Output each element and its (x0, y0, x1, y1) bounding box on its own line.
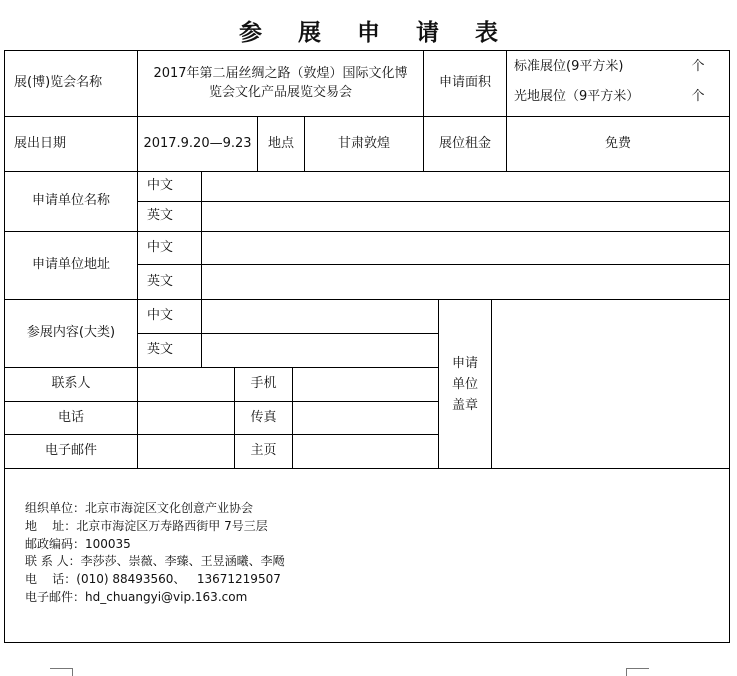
seal-area[interactable] (492, 300, 729, 468)
exhibit-content-cn-label: 中文 (147, 308, 174, 324)
title-char: 表 (475, 20, 498, 46)
contacts-line: 联 系 人：李莎莎、崇薇、李臻、王昱涵曦、李飏 (25, 554, 285, 569)
address-line: 地 址：北京市海淀区万寿路西街甲 7号三层 (25, 518, 268, 533)
booth-bare-unit: 个 (691, 88, 705, 104)
title-char: 展 (298, 20, 321, 46)
organizer-info (25, 500, 285, 607)
grid-line (4, 642, 730, 643)
fax-input[interactable] (293, 402, 438, 434)
location-value: 甘肃敦煌 (337, 135, 390, 151)
exhibition-name-line: 览会文化产品展览交易会 (208, 84, 352, 100)
date-label: 展出日期 (14, 135, 67, 151)
seal-label-line: 申请 (451, 355, 478, 371)
exhibition-name-line: 2017年第二届丝绸之路（敦煌）国际文化博 (153, 65, 408, 81)
area-label: 申请面积 (438, 75, 491, 91)
applicant-name-cn-label: 中文 (147, 178, 174, 194)
location-label: 地点 (267, 135, 294, 151)
applicant-address-en-label: 英文 (147, 273, 174, 289)
title-char: 请 (416, 20, 439, 46)
seal-label-line: 盖章 (451, 397, 478, 413)
organizer-line: 组织单位：北京市海淀区文化创意产业协会 (25, 501, 254, 515)
rent-label: 展位租金 (438, 135, 491, 151)
applicant-name-label: 申请单位名称 (31, 193, 110, 209)
mobile-label: 手机 (250, 376, 277, 392)
booth-standard-label: 标准展位(9平方米) (514, 58, 624, 74)
exhibition-name-label: 展(博)览会名称 (14, 75, 103, 91)
homepage-label: 主页 (250, 443, 277, 459)
date-value: 2017.9.20—9.23 (143, 135, 252, 151)
postcode-line: 邮政编码：100035 (25, 536, 131, 551)
applicant-address-label: 申请单位地址 (31, 257, 110, 273)
phone-line: 电 话：(010) 88493560、 13671219507 (25, 572, 281, 587)
phone-label: 电话 (57, 409, 84, 425)
applicant-name-cn-input[interactable] (202, 172, 729, 201)
contact-person-input[interactable] (138, 368, 234, 401)
applicant-name-en-label: 英文 (147, 208, 174, 224)
fax-label: 传真 (250, 409, 277, 425)
applicant-address-cn-label: 中文 (147, 239, 174, 255)
title-char: 参 (239, 20, 262, 46)
mobile-input[interactable] (293, 368, 438, 401)
exhibition-name-value (138, 51, 423, 116)
homepage-input[interactable] (293, 435, 438, 468)
applicant-address-cn-input[interactable] (202, 232, 729, 264)
exhibit-content-cn-input[interactable] (202, 300, 438, 333)
phone-input[interactable] (138, 402, 234, 434)
booth-bare-label: 光地展位（9平方米） (514, 88, 640, 104)
applicant-address-en-input[interactable] (202, 265, 729, 299)
seal-label-line: 单位 (451, 376, 478, 392)
grid-line (729, 50, 730, 643)
rent-value: 免费 (604, 135, 631, 151)
email-input[interactable] (138, 435, 234, 468)
exhibit-content-label: 参展内容(大类) (26, 325, 116, 341)
booth-standard-unit: 个 (691, 58, 705, 74)
email-label: 电子邮件 (44, 443, 97, 459)
form-title (0, 14, 737, 47)
exhibit-content-en-input[interactable] (202, 334, 438, 367)
applicant-name-en-input[interactable] (202, 202, 729, 231)
email-line: 电子邮件：hd_chuangyi@vip.163.com (25, 589, 248, 604)
exhibit-content-en-label: 英文 (147, 342, 174, 358)
grid-line (4, 468, 730, 469)
seal-label (439, 300, 491, 468)
title-char: 申 (357, 20, 380, 46)
contact-person-label: 联系人 (51, 376, 91, 392)
